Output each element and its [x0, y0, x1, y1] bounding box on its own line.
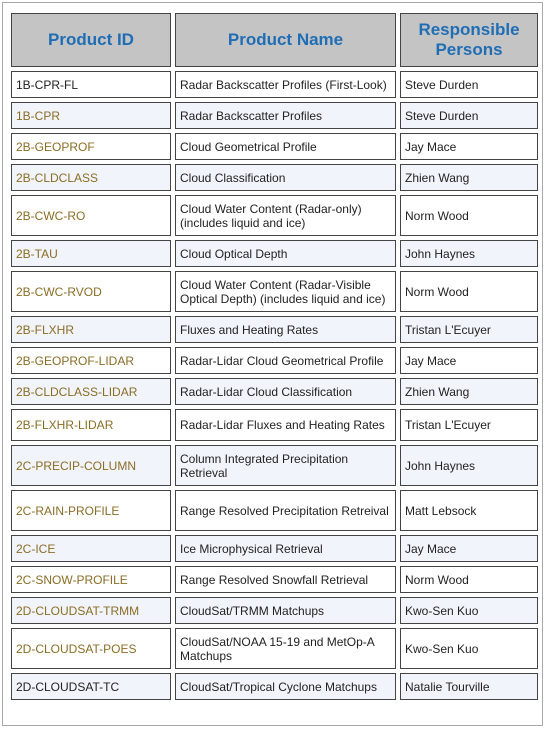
- product-id-link[interactable]: 1B-CPR-FL: [11, 71, 171, 98]
- responsible-person-cell: Jay Mace: [400, 133, 538, 160]
- responsible-person-cell: Steve Durden: [400, 71, 538, 98]
- responsible-person-cell: Matt Lebsock: [400, 490, 538, 531]
- table-row: [11, 566, 538, 593]
- responsible-person-cell: Tristan L'Ecuyer: [400, 316, 538, 343]
- responsible-person-cell: Zhien Wang: [400, 378, 538, 405]
- responsible-person-cell: John Haynes: [400, 445, 538, 486]
- product-name-cell: CloudSat/Tropical Cyclone Matchups: [175, 673, 396, 700]
- product-id-link[interactable]: 1B-CPR: [11, 102, 171, 129]
- responsible-person-cell: Norm Wood: [400, 566, 538, 593]
- header-row: [11, 13, 538, 67]
- product-id-link[interactable]: 2B-GEOPROF: [11, 133, 171, 160]
- product-id-link[interactable]: 2B-FLXHR-LIDAR: [11, 409, 171, 441]
- product-id-link[interactable]: 2D-CLOUDSAT-TC: [11, 673, 171, 700]
- table-row: [11, 133, 538, 160]
- responsible-person-cell: Zhien Wang: [400, 164, 538, 191]
- product-id-link[interactable]: 2C-PRECIP-COLUMN: [11, 445, 171, 486]
- product-id-link[interactable]: 2B-CWC-RVOD: [11, 271, 171, 312]
- product-name-cell: Radar-Lidar Fluxes and Heating Rates: [175, 409, 396, 441]
- responsible-person-cell: Kwo-Sen Kuo: [400, 597, 538, 624]
- table-row: [11, 102, 538, 129]
- responsible-person-cell: Norm Wood: [400, 271, 538, 312]
- product-name-cell: Column Integrated Precipitation Retrieval: [175, 445, 396, 486]
- table-row: [11, 628, 538, 669]
- table-row: [11, 597, 538, 624]
- responsible-person-cell: Steve Durden: [400, 102, 538, 129]
- product-name-cell: Radar-Lidar Cloud Geometrical Profile: [175, 347, 396, 374]
- table-row: [11, 71, 538, 98]
- product-id-link[interactable]: 2D-CLOUDSAT-POES: [11, 628, 171, 669]
- header-product-id: Product ID: [11, 13, 171, 67]
- responsible-person-cell: Natalie Tourville: [400, 673, 538, 700]
- product-id-link[interactable]: 2B-TAU: [11, 240, 171, 267]
- responsible-person-cell: Jay Mace: [400, 535, 538, 562]
- product-id-link[interactable]: 2C-SNOW-PROFILE: [11, 566, 171, 593]
- product-name-cell: CloudSat/NOAA 15-19 and MetOp-A Matchups: [175, 628, 396, 669]
- product-id-link[interactable]: 2D-CLOUDSAT-TRMM: [11, 597, 171, 624]
- product-name-cell: CloudSat/TRMM Matchups: [175, 597, 396, 624]
- product-id-link[interactable]: 2B-CWC-RO: [11, 195, 171, 236]
- product-table-container: [2, 2, 543, 726]
- product-name-cell: Fluxes and Heating Rates: [175, 316, 396, 343]
- product-name-cell: Range Resolved Snowfall Retrieval: [175, 566, 396, 593]
- product-id-link[interactable]: 2B-CLDCLASS-LIDAR: [11, 378, 171, 405]
- product-name-cell: Range Resolved Precipitation Retreival: [175, 490, 396, 531]
- table-row: [11, 271, 538, 312]
- product-table: [7, 9, 542, 704]
- table-row: [11, 240, 538, 267]
- product-name-cell: Cloud Geometrical Profile: [175, 133, 396, 160]
- table-row: [11, 316, 538, 343]
- product-id-link[interactable]: 2B-CLDCLASS: [11, 164, 171, 191]
- table-row: [11, 347, 538, 374]
- product-name-cell: Cloud Optical Depth: [175, 240, 396, 267]
- responsible-person-cell: Norm Wood: [400, 195, 538, 236]
- product-name-cell: Cloud Water Content (Radar-Visible Optical Depth) (includes liquid and ice): [175, 271, 396, 312]
- product-name-cell: Cloud Classification: [175, 164, 396, 191]
- product-id-link[interactable]: 2B-GEOPROF-LIDAR: [11, 347, 171, 374]
- responsible-person-cell: Jay Mace: [400, 347, 538, 374]
- header-responsible-persons: Responsible Persons: [400, 13, 538, 67]
- product-name-cell: Ice Microphysical Retrieval: [175, 535, 396, 562]
- responsible-person-cell: Tristan L'Ecuyer: [400, 409, 538, 441]
- table-row: [11, 378, 538, 405]
- product-id-link[interactable]: 2C-RAIN-PROFILE: [11, 490, 171, 531]
- table-row: [11, 445, 538, 486]
- table-row: [11, 409, 538, 441]
- product-name-cell: Radar Backscatter Profiles: [175, 102, 396, 129]
- table-row: [11, 195, 538, 236]
- table-row: [11, 673, 538, 700]
- header-product-name: Product Name: [175, 13, 396, 67]
- product-name-cell: Radar-Lidar Cloud Classification: [175, 378, 396, 405]
- product-name-cell: Cloud Water Content (Radar-only) (includes liquid and ice): [175, 195, 396, 236]
- responsible-person-cell: Kwo-Sen Kuo: [400, 628, 538, 669]
- table-row: [11, 164, 538, 191]
- product-name-cell: Radar Backscatter Profiles (First-Look): [175, 71, 396, 98]
- product-id-link[interactable]: 2C-ICE: [11, 535, 171, 562]
- table-row: [11, 490, 538, 531]
- product-id-link[interactable]: 2B-FLXHR: [11, 316, 171, 343]
- table-row: [11, 535, 538, 562]
- responsible-person-cell: John Haynes: [400, 240, 538, 267]
